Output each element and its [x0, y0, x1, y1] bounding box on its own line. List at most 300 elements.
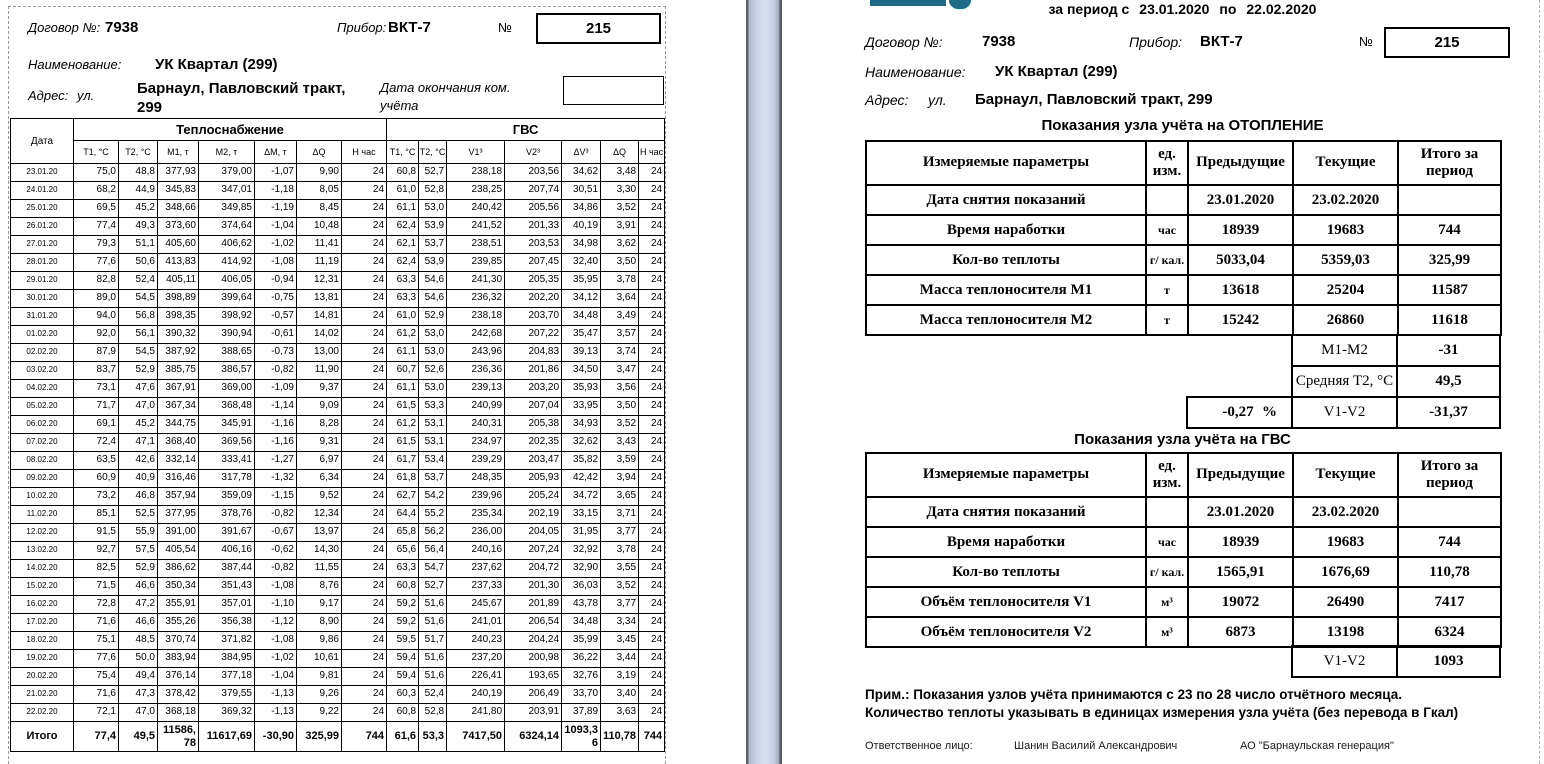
- value-cell: 24: [342, 578, 387, 596]
- value-cell: 9,52: [297, 488, 342, 506]
- value-cell: 201,30: [505, 578, 562, 596]
- value-cell: 413,83: [158, 254, 199, 272]
- value-cell: 75,4: [74, 668, 119, 686]
- value-cell: 205,38: [505, 416, 562, 434]
- value-cell: 24: [342, 182, 387, 200]
- column-header: Т2, °С: [119, 141, 158, 164]
- date-cell: 07.02.20: [11, 434, 74, 452]
- date-cell: 26.01.20: [11, 218, 74, 236]
- value-cell: 59,4: [387, 668, 419, 686]
- total-cell: 110,78: [1398, 557, 1501, 587]
- value-cell: 51,6: [419, 614, 447, 632]
- window-splitter[interactable]: [746, 0, 782, 764]
- value-cell: 33,70: [562, 686, 601, 704]
- value-cell: 62,4: [387, 218, 419, 236]
- value-cell: 60,9: [74, 470, 119, 488]
- value-cell: -1,14: [255, 398, 297, 416]
- total-cell: 6324: [1398, 617, 1501, 647]
- date-cell: 24.01.20: [11, 182, 74, 200]
- total-cell: [1398, 497, 1501, 527]
- value-cell: 52,6: [419, 362, 447, 380]
- previous-cell: 23.01.2020: [1188, 497, 1293, 527]
- value-cell: 75,0: [74, 164, 119, 182]
- value-cell: 64,4: [387, 506, 419, 524]
- value-cell: 24: [342, 632, 387, 650]
- value-cell: 48,5: [119, 632, 158, 650]
- value-cell: 94,0: [74, 308, 119, 326]
- value-cell: 3,91: [601, 218, 639, 236]
- value-cell: 24: [639, 560, 665, 578]
- value-cell: 31,95: [562, 524, 601, 542]
- value-cell: 3,48: [601, 164, 639, 182]
- parameter-cell: Объём теплоносителя V1: [866, 587, 1146, 617]
- value-cell: 71,7: [74, 398, 119, 416]
- value-cell: -1,08: [255, 632, 297, 650]
- value-cell: 3,55: [601, 560, 639, 578]
- value-cell: 53,9: [419, 254, 447, 272]
- name-label: Наименование:: [28, 57, 122, 72]
- value-cell: 65,8: [387, 524, 419, 542]
- value-cell: 56,2: [419, 524, 447, 542]
- value-cell: 60,7: [387, 362, 419, 380]
- extra-label: М1-М2: [1292, 335, 1397, 366]
- value-cell: -1,10: [255, 596, 297, 614]
- value-cell: 24: [342, 452, 387, 470]
- value-cell: 89,0: [74, 290, 119, 308]
- value-cell: 3,52: [601, 200, 639, 218]
- value-cell: 24: [639, 326, 665, 344]
- contract-value: 7938: [982, 33, 1016, 50]
- value-cell: 237,62: [447, 560, 505, 578]
- value-cell: 24: [639, 524, 665, 542]
- value-cell: 52,4: [419, 686, 447, 704]
- value-cell: 377,95: [158, 506, 199, 524]
- value-cell: 48,8: [119, 164, 158, 182]
- value-cell: 406,05: [199, 272, 255, 290]
- current-cell: 5359,03: [1293, 245, 1398, 275]
- value-cell: 203,20: [505, 380, 562, 398]
- value-cell: 245,67: [447, 596, 505, 614]
- value-cell: 52,9: [119, 362, 158, 380]
- street-label: ул.: [77, 88, 95, 103]
- value-cell: 77,6: [74, 254, 119, 272]
- value-cell: -1,04: [255, 218, 297, 236]
- unit-cell: м³: [1146, 587, 1188, 617]
- date-cell: 11.02.20: [11, 506, 74, 524]
- value-cell: 24: [342, 470, 387, 488]
- value-cell: 369,56: [199, 434, 255, 452]
- value-cell: 30,51: [562, 182, 601, 200]
- value-cell: 47,2: [119, 596, 158, 614]
- value-cell: 207,22: [505, 326, 562, 344]
- totals-value: 744: [639, 722, 665, 752]
- value-cell: 52,5: [119, 506, 158, 524]
- daily-row: [11, 560, 665, 578]
- value-cell: 72,1: [74, 704, 119, 722]
- name-value: УК Квартал (299): [155, 56, 278, 73]
- value-cell: 3,19: [601, 668, 639, 686]
- value-cell: 355,26: [158, 614, 199, 632]
- column-header: ед. изм.: [1146, 141, 1188, 185]
- value-cell: 9,22: [297, 704, 342, 722]
- value-cell: 72,8: [74, 596, 119, 614]
- value-cell: 47,0: [119, 704, 158, 722]
- value-cell: 12,34: [297, 506, 342, 524]
- value-cell: 92,7: [74, 542, 119, 560]
- value-cell: 350,34: [158, 578, 199, 596]
- value-cell: 355,91: [158, 596, 199, 614]
- value-cell: 24: [342, 704, 387, 722]
- column-header: V1³: [447, 141, 505, 164]
- value-cell: 398,89: [158, 290, 199, 308]
- value-cell: 51,6: [419, 596, 447, 614]
- extra-value: -31: [1397, 335, 1500, 366]
- date-cell: 08.02.20: [11, 452, 74, 470]
- contract-value: 7938: [105, 19, 139, 36]
- daily-row: [11, 218, 665, 236]
- value-cell: 52,9: [119, 560, 158, 578]
- daily-row: [11, 344, 665, 362]
- value-cell: -0,61: [255, 326, 297, 344]
- value-cell: 69,1: [74, 416, 119, 434]
- value-cell: 34,93: [562, 416, 601, 434]
- value-cell: 384,95: [199, 650, 255, 668]
- value-cell: 56,8: [119, 308, 158, 326]
- value-cell: 207,45: [505, 254, 562, 272]
- value-cell: 24: [342, 560, 387, 578]
- summary-row: [866, 275, 1501, 305]
- value-cell: 202,19: [505, 506, 562, 524]
- date-cell: 17.02.20: [11, 614, 74, 632]
- unit-cell: [1146, 497, 1188, 527]
- value-cell: 51,1: [119, 236, 158, 254]
- column-header: Итого за период: [1398, 141, 1501, 185]
- date-cell: 23.01.20: [11, 164, 74, 182]
- value-cell: 24: [639, 704, 665, 722]
- extra-value: 49,5: [1397, 366, 1500, 397]
- value-cell: 10,48: [297, 218, 342, 236]
- value-cell: 9,81: [297, 668, 342, 686]
- daily-row: [11, 362, 665, 380]
- column-header: Итого за период: [1398, 453, 1501, 497]
- value-cell: 236,00: [447, 524, 505, 542]
- value-cell: 53,0: [419, 326, 447, 344]
- value-cell: 53,7: [419, 470, 447, 488]
- value-cell: 24: [639, 596, 665, 614]
- value-cell: 35,82: [562, 452, 601, 470]
- daily-row: [11, 686, 665, 704]
- value-cell: 40,9: [119, 470, 158, 488]
- value-cell: 35,95: [562, 272, 601, 290]
- value-cell: -1,13: [255, 704, 297, 722]
- column-header: Измеряемые параметры: [866, 141, 1146, 185]
- value-cell: 34,98: [562, 236, 601, 254]
- value-cell: 55,2: [419, 506, 447, 524]
- number-label: №: [1359, 34, 1373, 49]
- value-cell: 11,19: [297, 254, 342, 272]
- value-cell: 62,1: [387, 236, 419, 254]
- value-cell: 35,47: [562, 326, 601, 344]
- value-cell: 69,5: [74, 200, 119, 218]
- summary-row: [866, 245, 1501, 275]
- value-cell: 61,8: [387, 470, 419, 488]
- value-cell: 204,83: [505, 344, 562, 362]
- date-cell: 06.02.20: [11, 416, 74, 434]
- value-cell: 387,92: [158, 344, 199, 362]
- value-cell: 54,6: [419, 290, 447, 308]
- value-cell: 405,11: [158, 272, 199, 290]
- value-cell: 236,32: [447, 290, 505, 308]
- total-cell: 11618: [1398, 305, 1501, 335]
- value-cell: 60,3: [387, 686, 419, 704]
- parameter-cell: Масса теплоносителя М1: [866, 275, 1146, 305]
- value-cell: 24: [639, 416, 665, 434]
- value-cell: 34,48: [562, 308, 601, 326]
- value-cell: 24: [342, 380, 387, 398]
- value-cell: 9,26: [297, 686, 342, 704]
- value-cell: 24: [342, 434, 387, 452]
- value-cell: 240,99: [447, 398, 505, 416]
- current-cell: 23.02.2020: [1293, 497, 1398, 527]
- value-cell: 3,78: [601, 272, 639, 290]
- value-cell: 11,55: [297, 560, 342, 578]
- value-cell: -1,32: [255, 470, 297, 488]
- daily-row: [11, 470, 665, 488]
- daily-row: [11, 182, 665, 200]
- value-cell: 243,96: [447, 344, 505, 362]
- value-cell: 3,43: [601, 434, 639, 452]
- daily-row: [11, 614, 665, 632]
- column-header: V2³: [505, 141, 562, 164]
- value-cell: 24: [342, 272, 387, 290]
- value-cell: 24: [342, 398, 387, 416]
- summary-row: [866, 305, 1501, 335]
- parameter-cell: Объём теплоносителя V2: [866, 617, 1146, 647]
- value-cell: 3,57: [601, 326, 639, 344]
- value-cell: 3,74: [601, 344, 639, 362]
- value-cell: 24: [342, 488, 387, 506]
- column-header: Текущие: [1293, 453, 1398, 497]
- value-cell: 46,6: [119, 614, 158, 632]
- extra-label: V1-V2: [1292, 646, 1397, 677]
- value-cell: 385,75: [158, 362, 199, 380]
- value-cell: 193,65: [505, 668, 562, 686]
- value-cell: 53,1: [419, 416, 447, 434]
- value-cell: 369,00: [199, 380, 255, 398]
- date-cell: 03.02.20: [11, 362, 74, 380]
- totals-value: 53,3: [419, 722, 447, 752]
- value-cell: 63,3: [387, 272, 419, 290]
- value-cell: 24: [342, 236, 387, 254]
- value-cell: -0,62: [255, 542, 297, 560]
- value-cell: 65,6: [387, 542, 419, 560]
- heating-table-title: Показания узла учёта на ОТОПЛЕНИЕ: [1041, 117, 1324, 134]
- totals-value: 744: [342, 722, 387, 752]
- date-cell: 20.02.20: [11, 668, 74, 686]
- value-cell: 207,74: [505, 182, 562, 200]
- value-cell: 207,24: [505, 542, 562, 560]
- extra-value: 1093: [1397, 646, 1500, 677]
- value-cell: 71,6: [74, 614, 119, 632]
- value-cell: 85,1: [74, 506, 119, 524]
- value-cell: 24: [639, 182, 665, 200]
- value-cell: 3,45: [601, 632, 639, 650]
- value-cell: 379,00: [199, 164, 255, 182]
- summary-row: [866, 557, 1501, 587]
- value-cell: -1,04: [255, 668, 297, 686]
- value-cell: 24: [639, 632, 665, 650]
- percent-sign: %: [1262, 404, 1277, 420]
- address-label: Адрес:: [865, 92, 909, 108]
- value-cell: 46,6: [119, 578, 158, 596]
- value-cell: 238,18: [447, 308, 505, 326]
- value-cell: 378,42: [158, 686, 199, 704]
- value-cell: 368,18: [158, 704, 199, 722]
- value-cell: 37,89: [562, 704, 601, 722]
- daily-row: [11, 236, 665, 254]
- value-cell: 77,6: [74, 650, 119, 668]
- value-cell: 62,7: [387, 488, 419, 506]
- value-cell: 369,32: [199, 704, 255, 722]
- value-cell: 367,34: [158, 398, 199, 416]
- value-cell: 317,78: [199, 470, 255, 488]
- value-cell: 61,2: [387, 416, 419, 434]
- value-cell: 242,68: [447, 326, 505, 344]
- value-cell: 24: [342, 362, 387, 380]
- value-cell: 357,01: [199, 596, 255, 614]
- extra-label: V1-V2: [1292, 397, 1397, 428]
- value-cell: 92,0: [74, 326, 119, 344]
- daily-row: [11, 434, 665, 452]
- value-cell: 387,44: [199, 560, 255, 578]
- value-cell: 24: [639, 200, 665, 218]
- value-cell: 32,90: [562, 560, 601, 578]
- value-cell: 3,52: [601, 578, 639, 596]
- previous-cell: 5033,04: [1188, 245, 1293, 275]
- totals-value: 77,4: [74, 722, 119, 752]
- value-cell: 61,0: [387, 308, 419, 326]
- date-cell: 15.02.20: [11, 578, 74, 596]
- value-cell: 371,82: [199, 632, 255, 650]
- value-cell: 3,65: [601, 488, 639, 506]
- value-cell: 40,19: [562, 218, 601, 236]
- value-cell: 68,2: [74, 182, 119, 200]
- value-cell: 345,91: [199, 416, 255, 434]
- unit-cell: час: [1146, 527, 1188, 557]
- daily-row: [11, 524, 665, 542]
- value-cell: 54,5: [119, 290, 158, 308]
- value-cell: 34,48: [562, 614, 601, 632]
- value-cell: 238,18: [447, 164, 505, 182]
- value-cell: 54,7: [419, 560, 447, 578]
- totals-value: 7417,50: [447, 722, 505, 752]
- value-cell: 24: [342, 308, 387, 326]
- device-value: ВКТ-7: [1200, 33, 1243, 50]
- totals-value: 1093,36: [562, 722, 601, 752]
- value-cell: 203,91: [505, 704, 562, 722]
- current-cell: 1676,69: [1293, 557, 1398, 587]
- value-cell: 24: [639, 668, 665, 686]
- date-cell: 09.02.20: [11, 470, 74, 488]
- value-cell: 3,52: [601, 416, 639, 434]
- daily-row: [11, 326, 665, 344]
- value-cell: 24: [342, 200, 387, 218]
- summary-row: [866, 587, 1501, 617]
- value-cell: 241,80: [447, 704, 505, 722]
- value-cell: 79,3: [74, 236, 119, 254]
- summary-row: [866, 497, 1501, 527]
- value-cell: 77,4: [74, 218, 119, 236]
- value-cell: -1,13: [255, 686, 297, 704]
- value-cell: 61,5: [387, 398, 419, 416]
- value-cell: 10,61: [297, 650, 342, 668]
- value-cell: 9,31: [297, 434, 342, 452]
- column-header: Т1, °С: [74, 141, 119, 164]
- value-cell: 59,5: [387, 632, 419, 650]
- value-cell: 42,6: [119, 452, 158, 470]
- value-cell: 52,4: [119, 272, 158, 290]
- current-cell: 23.02.2020: [1293, 185, 1398, 215]
- value-cell: 203,53: [505, 236, 562, 254]
- daily-row: [11, 308, 665, 326]
- value-cell: -0,73: [255, 344, 297, 362]
- right-report-page: [782, 0, 1544, 764]
- value-cell: 241,30: [447, 272, 505, 290]
- value-cell: 63,5: [74, 452, 119, 470]
- total-cell: 744: [1398, 527, 1501, 557]
- value-cell: 239,29: [447, 452, 505, 470]
- value-cell: 3,78: [601, 542, 639, 560]
- value-cell: 13,97: [297, 524, 342, 542]
- value-cell: 9,86: [297, 632, 342, 650]
- value-cell: 406,16: [199, 542, 255, 560]
- unit-cell: м³: [1146, 617, 1188, 647]
- value-cell: 73,2: [74, 488, 119, 506]
- device-number-box: 215: [536, 13, 661, 44]
- value-cell: 50,0: [119, 650, 158, 668]
- value-cell: 59,4: [387, 650, 419, 668]
- value-cell: 53,0: [419, 200, 447, 218]
- device-value: ВКТ-7: [388, 19, 431, 36]
- value-cell: 44,9: [119, 182, 158, 200]
- value-cell: 32,76: [562, 668, 601, 686]
- value-cell: 12,31: [297, 272, 342, 290]
- total-cell: 744: [1398, 215, 1501, 245]
- value-cell: 368,40: [158, 434, 199, 452]
- value-cell: 13,00: [297, 344, 342, 362]
- value-cell: 24: [342, 326, 387, 344]
- value-cell: 201,86: [505, 362, 562, 380]
- value-cell: -0,82: [255, 362, 297, 380]
- value-cell: 24: [342, 506, 387, 524]
- value-cell: 42,42: [562, 470, 601, 488]
- value-cell: 383,94: [158, 650, 199, 668]
- value-cell: 240,23: [447, 632, 505, 650]
- value-cell: 345,83: [158, 182, 199, 200]
- date-cell: 18.02.20: [11, 632, 74, 650]
- value-cell: 357,94: [158, 488, 199, 506]
- value-cell: 57,5: [119, 542, 158, 560]
- value-cell: 11,90: [297, 362, 342, 380]
- value-cell: -1,07: [255, 164, 297, 182]
- value-cell: 59,2: [387, 614, 419, 632]
- value-cell: 205,24: [505, 488, 562, 506]
- value-cell: -1,08: [255, 578, 297, 596]
- value-cell: 24: [639, 308, 665, 326]
- value-cell: 8,76: [297, 578, 342, 596]
- value-cell: 347,01: [199, 182, 255, 200]
- value-cell: 237,33: [447, 578, 505, 596]
